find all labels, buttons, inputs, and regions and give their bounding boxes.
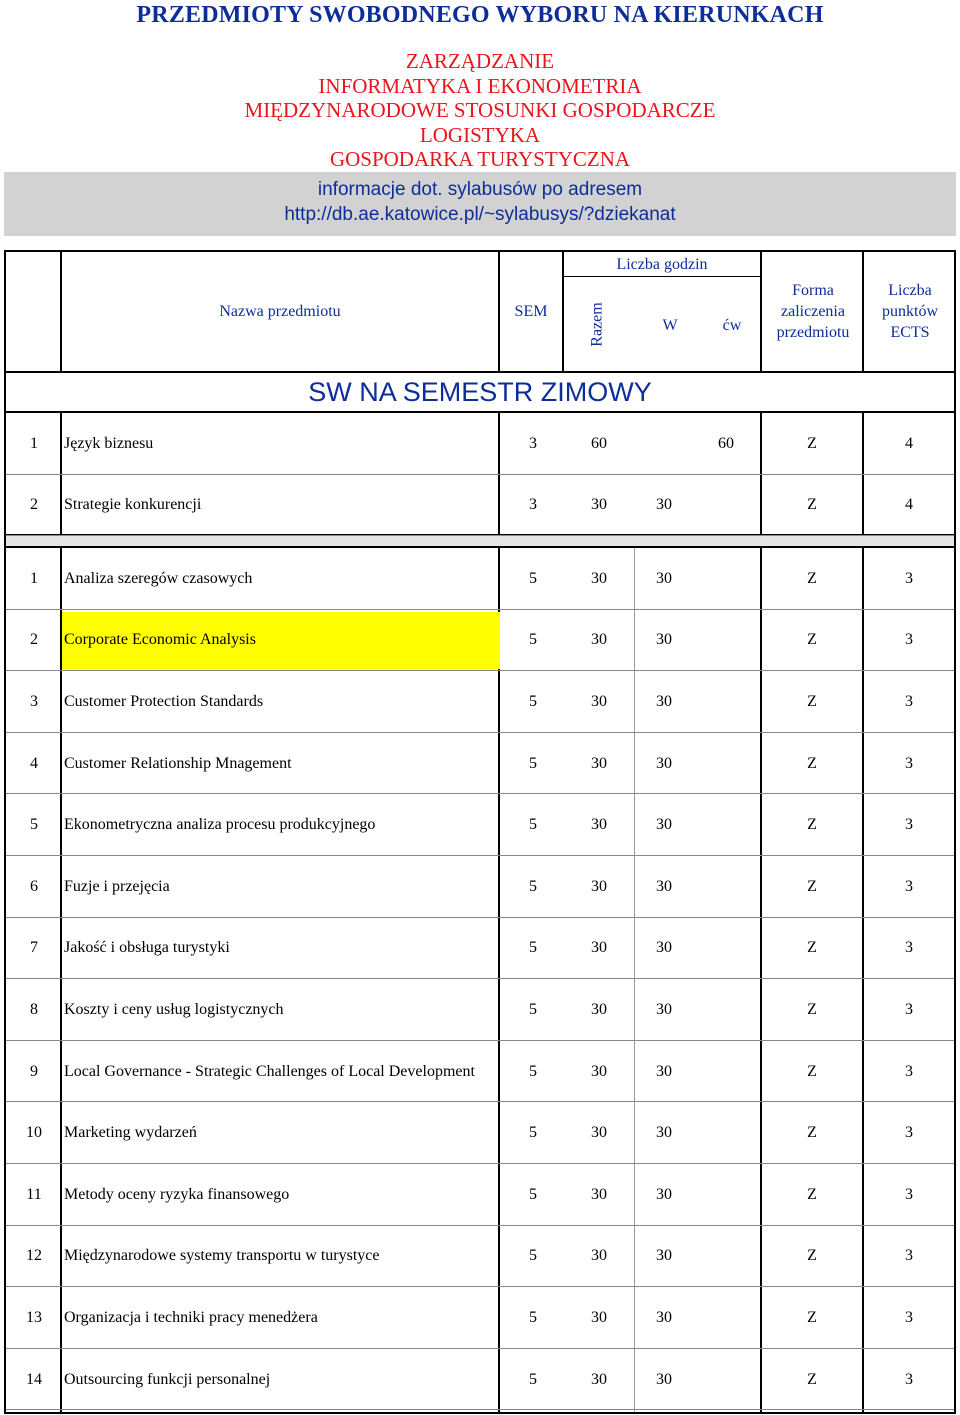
cell-razem: 30 bbox=[591, 816, 607, 834]
cell-ects: 3 bbox=[905, 1247, 913, 1265]
cell-razem: 30 bbox=[591, 939, 607, 957]
cell-cw bbox=[694, 1349, 758, 1411]
cell-no: 12 bbox=[26, 1247, 42, 1265]
cell-sem: 5 bbox=[529, 1124, 537, 1142]
cell-no: 8 bbox=[30, 1000, 38, 1018]
cell-ects: 3 bbox=[905, 1062, 913, 1080]
cell-razem: 30 bbox=[591, 1185, 607, 1203]
cell-no: 1 bbox=[30, 434, 38, 452]
cell-cw bbox=[694, 1226, 758, 1288]
cell-name: Corporate Economic Analysis bbox=[62, 612, 500, 670]
cell-name: Metody oceny ryzyka finansowego bbox=[64, 1185, 290, 1203]
major-item: INFORMATYKA I EKONOMETRIA bbox=[318, 73, 642, 98]
cell-forma: Z bbox=[807, 939, 817, 957]
table-row bbox=[6, 794, 954, 856]
major-item: ZARZĄDZANIE bbox=[405, 49, 555, 73]
cell-name: Międzynarodowe systemy transportu w turystyce bbox=[64, 1247, 380, 1265]
cell-cw bbox=[694, 610, 758, 672]
cell-sem: 5 bbox=[529, 1000, 537, 1018]
cell-w: 30 bbox=[656, 569, 672, 587]
cell-forma: Z bbox=[807, 1124, 817, 1142]
cell-cw bbox=[694, 1164, 758, 1226]
cell-sem: 5 bbox=[529, 1247, 537, 1265]
cell-sem: 5 bbox=[529, 939, 537, 957]
cell-forma: Z bbox=[807, 754, 817, 772]
header-hours-group: Liczba godzin bbox=[616, 255, 708, 273]
cell-forma: Z bbox=[807, 1308, 817, 1326]
cell-w: 30 bbox=[656, 496, 672, 514]
table-row bbox=[6, 856, 954, 918]
cell-w: 30 bbox=[656, 939, 672, 957]
cell-no: 13 bbox=[26, 1308, 42, 1326]
cell-w: 30 bbox=[656, 1370, 672, 1388]
header-razem-label: Razem bbox=[588, 302, 606, 347]
syllabus-info-box bbox=[4, 172, 956, 236]
table-row bbox=[6, 918, 954, 980]
major-item: MIĘDZYNARODOWE STOSUNKI GOSPODARCZE bbox=[244, 98, 716, 122]
cell-forma: Z bbox=[807, 877, 817, 895]
cell-name: Język biznesu bbox=[64, 434, 154, 452]
cell-forma: Z bbox=[807, 1370, 817, 1388]
info-text: informacje dot. sylabusów po adresem bbox=[317, 179, 643, 200]
cell-w: 30 bbox=[656, 1308, 672, 1326]
cell-no: 7 bbox=[30, 939, 38, 957]
cell-ects: 3 bbox=[905, 692, 913, 710]
cell-forma: Z bbox=[807, 1062, 817, 1080]
cell-cw bbox=[694, 475, 758, 537]
cell-cw bbox=[694, 1102, 758, 1164]
cell-name: Analiza szeregów czasowych bbox=[64, 569, 253, 587]
cell-cw bbox=[694, 671, 758, 733]
cell-cw bbox=[694, 794, 758, 856]
cell-forma: Z bbox=[807, 569, 817, 587]
table-row bbox=[6, 548, 954, 610]
cell-sem: 5 bbox=[529, 1308, 537, 1326]
cell-name: Organizacja i techniki pracy menedżera bbox=[64, 1308, 318, 1326]
cell-cw bbox=[694, 918, 758, 980]
cell-ects: 3 bbox=[905, 1308, 913, 1326]
cell-no: 4 bbox=[30, 754, 38, 772]
cell-w: 30 bbox=[656, 1185, 672, 1203]
header-razem bbox=[564, 278, 630, 371]
cell-cw bbox=[694, 856, 758, 918]
cell-forma: Z bbox=[807, 434, 817, 452]
cell-forma: Z bbox=[807, 496, 817, 514]
cell-ects: 3 bbox=[905, 1000, 913, 1018]
cell-sem: 5 bbox=[529, 1062, 537, 1080]
cell-w: 30 bbox=[656, 1062, 672, 1080]
cell-name: Marketing wydarzeń bbox=[64, 1124, 197, 1142]
major-item: GOSPODARKA TURYSTYCZNA bbox=[329, 147, 631, 171]
cell-w: 30 bbox=[656, 692, 672, 710]
cell-sem: 5 bbox=[529, 569, 537, 587]
syllabus-url[interactable]: http://db.ae.katowice.pl/~sylabusys/?dziekanat bbox=[284, 204, 676, 225]
cell-name: Strategie konkurencji bbox=[64, 496, 202, 514]
cell-ects: 3 bbox=[905, 877, 913, 895]
cell-razem: 30 bbox=[591, 1000, 607, 1018]
cell-w: 30 bbox=[656, 1124, 672, 1142]
cell-w: 30 bbox=[656, 631, 672, 649]
cell-no: 2 bbox=[30, 631, 38, 649]
cell-ects: 3 bbox=[905, 1185, 913, 1203]
cell-forma: Z bbox=[807, 1000, 817, 1018]
cell-razem: 30 bbox=[591, 631, 607, 649]
major-item: LOGISTYKA bbox=[419, 122, 541, 147]
header-cw: ćw bbox=[722, 316, 742, 334]
table-row bbox=[6, 979, 954, 1041]
cell-forma: Z bbox=[807, 1247, 817, 1265]
cell-razem: 30 bbox=[591, 569, 607, 587]
cell-ects: 3 bbox=[905, 1370, 913, 1388]
cell-w: 30 bbox=[656, 754, 672, 772]
cell-name: Koszty i ceny usług logistycznych bbox=[64, 1000, 284, 1018]
table-row bbox=[6, 1349, 954, 1411]
table-row bbox=[6, 610, 954, 672]
cell-name: Customer Protection Standards bbox=[64, 692, 264, 710]
cell-cw bbox=[694, 1287, 758, 1349]
cell-ects: 4 bbox=[905, 496, 913, 514]
cell-name: Local Governance - Strategic Challenges of Local Development bbox=[64, 1062, 475, 1080]
cell-name: Outsourcing funkcji personalnej bbox=[64, 1370, 271, 1388]
cell-razem: 30 bbox=[591, 1247, 607, 1265]
cell-cw bbox=[694, 1041, 758, 1103]
cell-forma: Z bbox=[807, 692, 817, 710]
table-row bbox=[6, 1102, 954, 1164]
cell-no: 6 bbox=[30, 877, 38, 895]
table-row bbox=[6, 1164, 954, 1226]
cell-name: Fuzje i przejęcia bbox=[64, 877, 170, 895]
cell-no: 5 bbox=[30, 816, 38, 834]
cell-name: Customer Relationship Mnagement bbox=[64, 754, 292, 772]
cell-forma: Z bbox=[807, 631, 817, 649]
cell-sem: 5 bbox=[529, 631, 537, 649]
cell-no: 9 bbox=[30, 1062, 38, 1080]
section-title: SW NA SEMESTR ZIMOWY bbox=[308, 376, 652, 407]
cell-sem: 3 bbox=[529, 496, 537, 514]
table-row bbox=[6, 1041, 954, 1103]
cell-ects: 3 bbox=[905, 754, 913, 772]
header-sem: SEM bbox=[514, 303, 548, 320]
cell-cw bbox=[694, 979, 758, 1041]
cell-sem: 5 bbox=[529, 816, 537, 834]
cell-name: Jakość i obsługa turystyki bbox=[64, 939, 230, 957]
cell-ects: 3 bbox=[905, 1124, 913, 1142]
header-w: W bbox=[662, 316, 678, 334]
cell-forma: Z bbox=[807, 1185, 817, 1203]
cell-razem: 30 bbox=[591, 877, 607, 895]
table-row bbox=[6, 475, 954, 537]
cell-cw bbox=[694, 733, 758, 795]
cell-razem: 30 bbox=[591, 496, 607, 514]
cell-w: 30 bbox=[656, 1247, 672, 1265]
cell-no: 14 bbox=[26, 1370, 42, 1388]
cell-w bbox=[634, 413, 694, 475]
cell-w: 30 bbox=[656, 816, 672, 834]
document-header bbox=[0, 0, 960, 172]
cell-no: 3 bbox=[30, 692, 38, 710]
group-separator bbox=[6, 536, 954, 546]
cell-razem: 30 bbox=[591, 1308, 607, 1326]
table-row bbox=[6, 671, 954, 733]
cell-w: 30 bbox=[656, 1000, 672, 1018]
cell-sem: 5 bbox=[529, 1185, 537, 1203]
cell-no: 10 bbox=[26, 1124, 42, 1142]
table-row bbox=[6, 413, 954, 475]
cell-sem: 5 bbox=[529, 1370, 537, 1388]
cell-w: 30 bbox=[656, 877, 672, 895]
cell-no: 1 bbox=[30, 569, 38, 587]
cell-sem: 5 bbox=[529, 754, 537, 772]
header-forma: Forma zaliczenia przedmiotu bbox=[776, 281, 850, 341]
cell-razem: 30 bbox=[591, 754, 607, 772]
cell-razem: 30 bbox=[591, 1124, 607, 1142]
cell-razem: 60 bbox=[591, 434, 607, 452]
cell-ects: 3 bbox=[905, 939, 913, 957]
majors-list bbox=[0, 49, 960, 172]
cell-ects: 3 bbox=[905, 569, 913, 587]
header-ects: Liczba punktów ECTS bbox=[882, 281, 938, 341]
cell-ects: 3 bbox=[905, 816, 913, 834]
cell-cw: 60 bbox=[718, 434, 734, 452]
cell-razem: 30 bbox=[591, 1370, 607, 1388]
cell-sem: 5 bbox=[529, 877, 537, 895]
cell-name: Ekonometryczna analiza procesu produkcyjnego bbox=[64, 816, 376, 834]
cell-razem: 30 bbox=[591, 1062, 607, 1080]
header-name: Nazwa przedmiotu bbox=[219, 303, 341, 320]
cell-no: 2 bbox=[30, 496, 38, 514]
cell-ects: 4 bbox=[905, 434, 913, 452]
cell-cw bbox=[694, 548, 758, 610]
page-title: PRZEDMIOTY SWOBODNEGO WYBORU NA KIERUNKACH bbox=[136, 2, 824, 28]
cell-no: 11 bbox=[26, 1185, 42, 1203]
table-row bbox=[6, 1287, 954, 1349]
cell-ects: 3 bbox=[905, 631, 913, 649]
table-row bbox=[6, 1226, 954, 1288]
cell-sem: 3 bbox=[529, 434, 537, 452]
cell-forma: Z bbox=[807, 816, 817, 834]
table-row bbox=[6, 733, 954, 795]
cell-sem: 5 bbox=[529, 692, 537, 710]
cell-razem: 30 bbox=[591, 692, 607, 710]
